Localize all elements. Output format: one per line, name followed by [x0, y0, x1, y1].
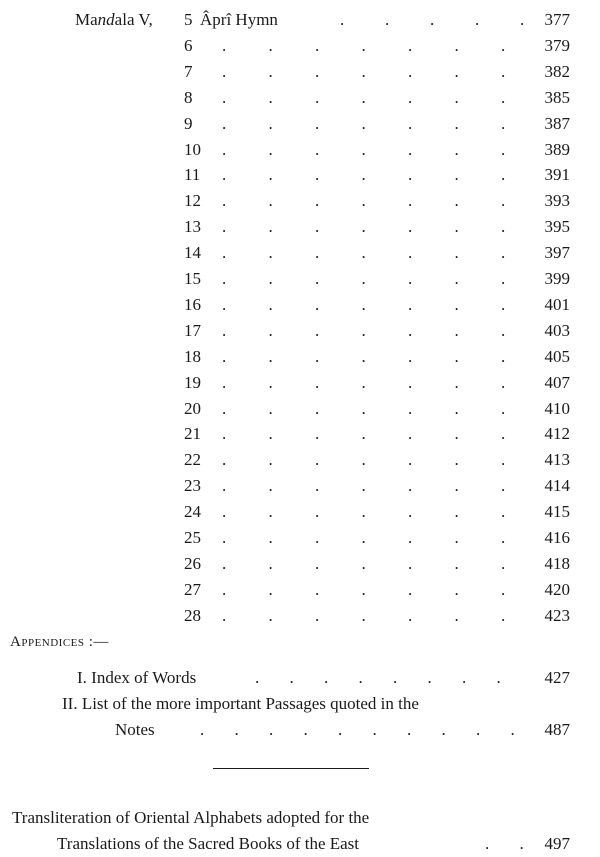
- dot-leader: . . . . . . .: [222, 243, 506, 263]
- appendix-1-page: 427: [544, 668, 570, 687]
- dot-leader: . . . . . . .: [222, 35, 506, 55]
- toc-row: [0, 421, 600, 447]
- page-number: 399: [544, 269, 570, 288]
- page-number: 391: [544, 165, 570, 185]
- page-number: 377: [544, 10, 570, 29]
- hymn-number: 27: [184, 579, 201, 599]
- toc-row: [0, 318, 600, 344]
- toc-row: [0, 473, 600, 499]
- toc-row: [0, 292, 600, 318]
- hymn-number: 11: [184, 165, 201, 185]
- toc-row: [0, 33, 600, 59]
- dot-leader: . . . . . . .: [222, 528, 506, 547]
- page-number: 412: [544, 424, 570, 444]
- hymn-number: 25: [184, 528, 201, 547]
- hymn-number: 17: [184, 320, 201, 340]
- hymn-number: 12: [184, 191, 201, 211]
- dot-leader: . . . . . . .: [222, 346, 506, 366]
- transliteration-line1: Transliteration of Oriental Alphabets adopted for the: [12, 808, 370, 827]
- hymn-number: 16: [184, 294, 201, 314]
- dot-leader: . . . . . . .: [222, 269, 506, 288]
- hymn-number: 8: [184, 87, 193, 107]
- toc-row: [0, 370, 600, 396]
- page-number: 389: [544, 139, 570, 159]
- toc-row: [0, 499, 600, 525]
- dot-leader: . . . . . . .: [222, 605, 506, 625]
- hymn-number: 20: [184, 398, 201, 418]
- hymn-title: Âprî Hymn: [200, 10, 278, 29]
- page-number: 397: [544, 243, 570, 263]
- dot-leader: . . . . . . .: [222, 217, 506, 237]
- dot-leader: . . . . . . .: [222, 502, 506, 522]
- hymn-number: 18: [184, 346, 201, 366]
- hymn-number: 28: [184, 605, 201, 625]
- toc-row: [0, 344, 600, 370]
- toc-row: [0, 214, 600, 240]
- dot-leader: . . . . . . .: [222, 450, 506, 470]
- dot-leader: . . . . . . .: [222, 372, 506, 392]
- page-number: 405: [544, 346, 570, 366]
- page-number: 387: [544, 113, 570, 133]
- page-number: 413: [544, 450, 570, 470]
- hymn-number: 21: [184, 424, 201, 444]
- dot-leader: . . . . . . .: [222, 320, 506, 340]
- dot-leader: . . . . .: [340, 10, 525, 29]
- dot-leader: . . . . . . .: [222, 476, 506, 496]
- toc-row: [0, 162, 600, 188]
- toc-row: [0, 85, 600, 111]
- hymn-number: 5: [184, 10, 193, 29]
- page-number: 415: [544, 502, 570, 522]
- page-number: 385: [544, 87, 570, 107]
- hymn-number: 15: [184, 269, 201, 288]
- appendix-2-leader: . . . . . . . . . .: [200, 720, 515, 739]
- page-number: 414: [544, 476, 570, 496]
- page-number: 401: [544, 294, 570, 314]
- page-number: 410: [544, 398, 570, 418]
- dot-leader: . . . . . . .: [222, 87, 506, 107]
- toc-row: [0, 266, 600, 292]
- mandala-label: Mandala V,: [75, 10, 153, 29]
- dot-leader: . . . . . . .: [222, 294, 506, 314]
- toc-row: [0, 188, 600, 214]
- toc-row: [0, 577, 600, 603]
- toc-row: [0, 59, 600, 85]
- dot-leader: . . . . . . .: [222, 553, 506, 573]
- dot-leader: . . . . . . .: [222, 579, 506, 599]
- page-number: 407: [544, 372, 570, 392]
- dot-leader: . . . . . . .: [222, 61, 506, 81]
- transliteration-line2: Translations of the Sacred Books of the East: [57, 834, 360, 853]
- toc-row: [0, 447, 600, 473]
- page-number: 382: [544, 61, 570, 81]
- page-number: 423: [544, 605, 570, 625]
- dot-leader: . . . . . . .: [222, 398, 506, 418]
- dot-leader: . . . . . . .: [222, 139, 506, 159]
- dot-leader: . . . . . . .: [222, 165, 506, 185]
- page-number: 393: [544, 191, 570, 211]
- hymn-number: 7: [184, 61, 193, 81]
- appendix-1-leader: . . . . . . . .: [255, 668, 501, 687]
- page-number: 416: [544, 528, 570, 547]
- page-number: 418: [544, 553, 570, 573]
- hymn-number: 24: [184, 502, 201, 522]
- toc-row: [0, 137, 600, 163]
- toc-row: [0, 396, 600, 422]
- dot-leader: . . . . . . .: [222, 424, 506, 444]
- hymn-number: 22: [184, 450, 201, 470]
- toc-row: [0, 240, 600, 266]
- dot-leader: . . . . . . .: [222, 191, 506, 211]
- transliteration-page: 497: [544, 834, 570, 853]
- transliteration-leader: . .: [485, 834, 524, 853]
- toc-row: [0, 111, 600, 137]
- appendices-heading: Appendices :—: [10, 634, 109, 650]
- hymn-number: 26: [184, 553, 201, 573]
- hymn-number: 6: [184, 35, 193, 55]
- appendix-2-label-line2: Notes: [115, 720, 155, 739]
- hymn-number: 14: [184, 243, 201, 263]
- appendix-1-label: I. Index of Words: [77, 668, 197, 687]
- hymn-number: 13: [184, 217, 201, 237]
- dot-leader: . . . . . . .: [222, 113, 506, 133]
- section-divider: [213, 768, 369, 769]
- toc-row: [0, 525, 600, 551]
- page-number: 403: [544, 320, 570, 340]
- hymn-number: 19: [184, 372, 201, 392]
- toc-row: [0, 551, 600, 577]
- appendix-2-label-line1: II. List of the more important Passages quoted in the: [62, 694, 419, 713]
- page-number: 395: [544, 217, 570, 237]
- toc-row: [0, 603, 600, 629]
- toc-row: [0, 7, 600, 33]
- page-number: 379: [544, 35, 570, 55]
- hymn-number: 23: [184, 476, 201, 496]
- appendix-2-page: 487: [544, 720, 570, 739]
- hymn-number: 9: [184, 113, 193, 133]
- page-number: 420: [544, 579, 570, 599]
- hymn-number: 10: [184, 139, 201, 159]
